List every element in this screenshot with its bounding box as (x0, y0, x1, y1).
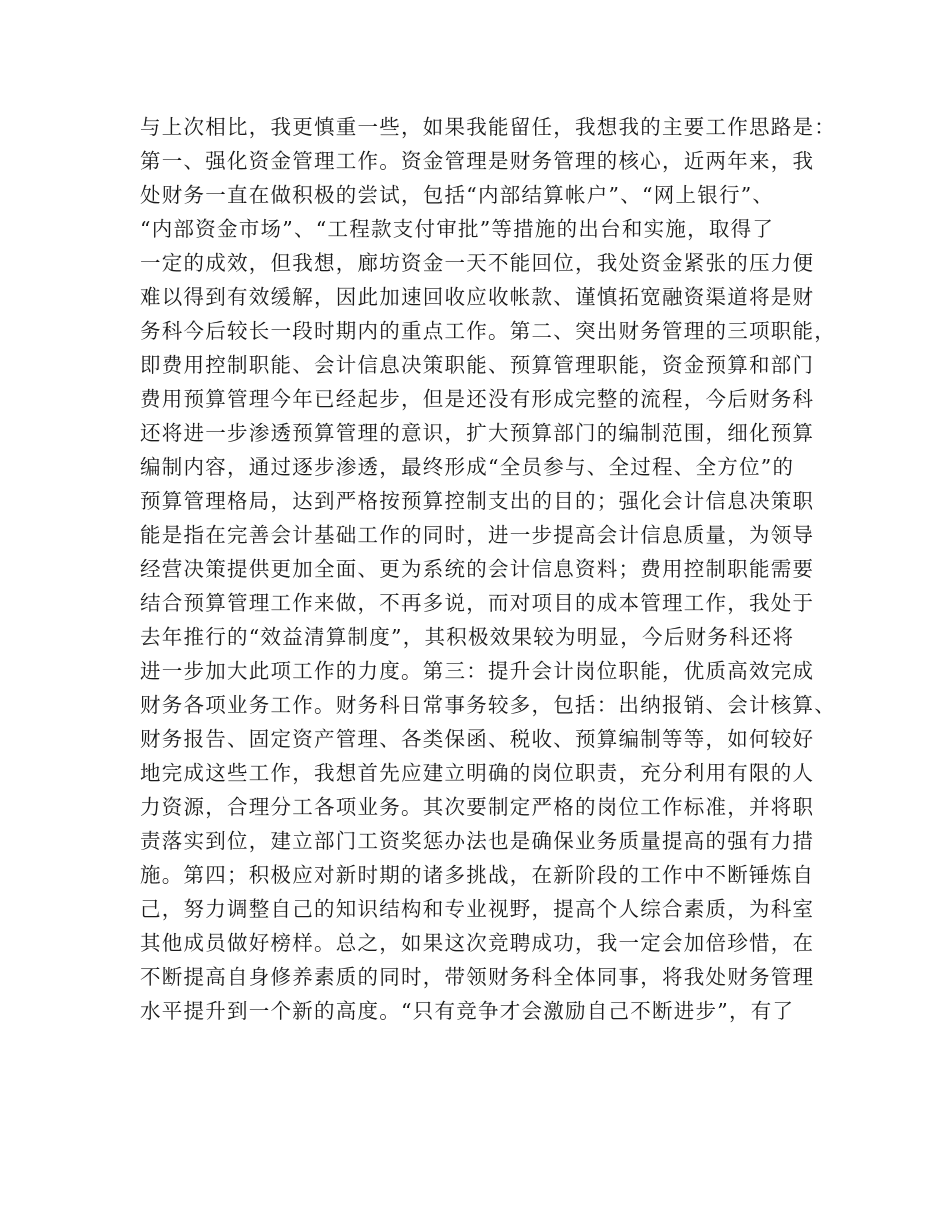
text-line: 责落实到位，建立部门工资奖惩办法也是确保业务质量提高的强有力措 (140, 829, 815, 853)
text-line: 财务各项业务工作。财务科日常事务较多，包括：出纳报销、会计核算、 (140, 693, 836, 717)
body-text (140, 110, 840, 1028)
text-line: 地完成这些工作，我想首先应建立明确的岗位职责，充分利用有限的人 (140, 761, 815, 785)
text-line: 一定的成效，但我想，廊坊资金一天不能回位，我处资金紧张的压力便 (140, 251, 815, 275)
text-line: 第一、强化资金管理工作。资金管理是财务管理的核心，近两年来，我 (140, 149, 815, 173)
text-line: 财务报告、固定资产管理、各类保函、税收、预算编制等等，如何较好 (140, 727, 815, 751)
text-line: “内部资金市场”、“工程款支付审批”等措施的出台和实施，取得了 (140, 217, 775, 241)
text-line: 预算管理格局，达到严格按预算控制支出的目的；强化会计信息决策职 (140, 489, 815, 513)
text-line: 进一步加大此项工作的力度。第三：提升会计岗位职能，优质高效完成 (140, 659, 815, 683)
text-line: 与上次相比，我更慎重一些，如果我能留任，我想我的主要工作思路是： (140, 115, 836, 139)
text-line: 去年推行的“效益清算制度”，其积极效果较为明显，今后财务科还将 (140, 625, 795, 649)
text-line: 己，努力调整自己的知识结构和专业视野，提高个人综合素质，为科室 (140, 897, 815, 921)
text-line: 施。第四；积极应对新时期的诸多挑战，在新阶段的工作中不断锤炼自 (140, 863, 815, 887)
text-line: 经营决策提供更加全面、更为系统的会计信息资料；费用控制职能需要 (140, 557, 815, 581)
text-line: 费用预算管理今年已经起步，但是还没有形成完整的流程，今后财务科 (140, 387, 815, 411)
text-line: 务科今后较长一段时期内的重点工作。第二、突出财务管理的三项职能， (140, 319, 836, 343)
text-line: 即费用控制职能、会计信息决策职能、预算管理职能，资金预算和部门 (140, 353, 815, 377)
text-line: 能是指在完善会计基础工作的同时，进一步提高会计信息质量，为领导 (140, 523, 815, 547)
text-line: 力资源，合理分工各项业务。其次要制定严格的岗位工作标准，并将职 (140, 795, 815, 819)
text-line: 不断提高自身修养素质的同时，带领财务科全体同事，将我处财务管理 (140, 965, 815, 989)
text-line: 难以得到有效缓解，因此加速回收应收帐款、谨慎拓宽融资渠道将是财 (140, 285, 815, 309)
text-line: 水平提升到一个新的高度。“只有竞争才会激励自己不断进步”，有了 (140, 999, 795, 1023)
text-line: 编制内容，通过逐步渗透，最终形成“全员参与、全过程、全方位”的 (140, 455, 795, 479)
text-line: 还将进一步渗透预算管理的意识，扩大预算部门的编制范围，细化预算 (140, 421, 815, 445)
text-line: 其他成员做好榜样。总之，如果这次竞聘成功，我一定会加倍珍惜，在 (140, 931, 815, 955)
text-line: 处财务一直在做积极的尝试，包括“内部结算帐户”、“网上银行”、 (140, 183, 775, 207)
text-line: 结合预算管理工作来做，不再多说，而对项目的成本管理工作，我处于 (140, 591, 815, 615)
